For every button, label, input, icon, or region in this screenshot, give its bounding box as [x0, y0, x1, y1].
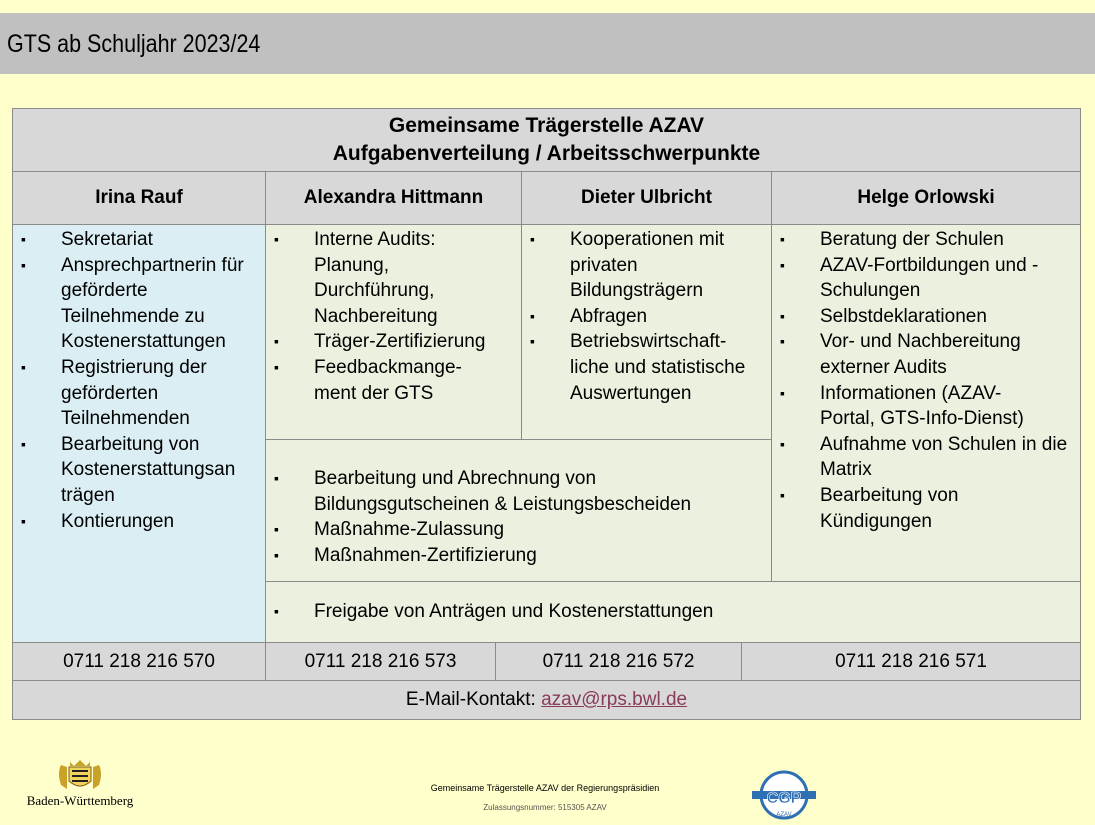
email-label: E-Mail-Kontakt: [405, 689, 542, 710]
tasks-irina-cell [12, 224, 266, 643]
email-link[interactable]: azav@rps.bwl.de [541, 689, 688, 710]
list-item: ▪ Bearbeitung und Abrechnung von Bildungsgutscheinen & Leistungsbescheiden [266, 466, 771, 517]
list-item: ▪ Registrierung der geförderten Teilnehmenden [13, 355, 265, 432]
tasks-shared-list [266, 466, 771, 568]
table-heading-line2: Aufgabenverteilung / Arbeitsschwerpunkte [332, 142, 761, 165]
svg-text:CGP: CGP [766, 790, 802, 807]
list-item: ▪ Bearbeitung von Kündigungen [772, 483, 1068, 534]
person-header-alexandra: Alexandra Hittmann [265, 171, 522, 225]
azav-certificate-logo [752, 770, 816, 825]
list-item: ▪ Informationen (AZAV-Portal, GTS-Info-Dienst) [772, 381, 1068, 432]
person-header-helge: Helge Orlowski [771, 171, 1081, 225]
list-item: ▪ Maßnahme-Zulassung [266, 517, 771, 543]
list-item: ▪ Freigabe von Anträgen und Kostenerstattungen [266, 599, 713, 625]
baden-wuerttemberg-logo [15, 757, 145, 817]
list-item: ▪ Träger-Zertifizierung [266, 329, 511, 355]
list-item: ▪ Feedbackmange- ment der GTS [266, 355, 511, 406]
list-item: ▪ Selbstdeklarationen [772, 304, 1068, 330]
certificate-seal-icon [752, 770, 816, 820]
list-item: ▪ Kontierungen [13, 509, 265, 535]
list-item: ▪ Betriebswirtschaft- liche und statistische Auswertungen [522, 329, 771, 406]
list-item: ▪ Sekretariat [13, 227, 265, 253]
azav-logo-text: AZAV [776, 812, 792, 818]
person-header-irina: Irina Rauf [12, 171, 266, 225]
list-item: ▪ Maßnahmen-Zertifizierung [266, 543, 771, 569]
list-item: ▪ Abfragen [522, 304, 771, 330]
footer-registration: Zulassungsnummer: 515305 AZAV [483, 803, 607, 812]
list-item: ▪ Bearbeitung von Kostenerstattungsan trägen [13, 432, 265, 509]
tasks-shared-cell [265, 439, 772, 582]
tasks-all-cell [265, 581, 1081, 643]
list-item: ▪ Vor- und Nachbereitung externer Audits [772, 329, 1068, 380]
tasks-dieter-list [522, 227, 771, 406]
tasks-dieter-cell [521, 224, 772, 440]
table-heading [12, 108, 1081, 172]
list-item: ▪ Aufnahme von Schulen in die Matrix [772, 432, 1068, 483]
phone-irina: 0711 218 216 570 [12, 642, 266, 681]
tasks-alexandra-list [266, 227, 521, 406]
list-item: ▪ AZAV-Fortbildungen und - Schulungen [772, 253, 1068, 304]
tasks-helge-list [772, 227, 1080, 534]
tasks-alexandra-cell [265, 224, 522, 440]
coat-of-arms-icon [15, 757, 145, 793]
person-header-dieter: Dieter Ulbricht [521, 171, 772, 225]
list-item: ▪ Kooperationen mit privaten Bildungsträgern [522, 227, 771, 304]
tasks-irina-list [13, 227, 265, 534]
tasks-helge-cell [771, 224, 1081, 582]
phone-dieter: 0711 218 216 572 [495, 642, 742, 681]
bw-logo-text: Baden-Württemberg [26, 793, 134, 808]
list-item: ▪ Interne Audits: Planung, Durchführung, Nachbereitung [266, 227, 511, 329]
phone-helge: 0711 218 216 571 [741, 642, 1081, 681]
slide-title: GTS ab Schuljahr 2023/24 [7, 30, 261, 58]
footer-organization: Gemeinsame Trägerstelle AZAV der Regierungspräsidien [430, 783, 660, 793]
tasks-all-list [266, 599, 713, 625]
table-heading-line1: Gemeinsame Trägerstelle AZAV [388, 114, 705, 137]
phone-alexandra: 0711 218 216 573 [265, 642, 496, 681]
list-item: ▪ Ansprechpartnerin für geförderte Teilnehmende zu Kostenerstattungen [13, 253, 265, 355]
email-contact-row [12, 680, 1081, 720]
list-item: ▪ Beratung der Schulen [772, 227, 1068, 253]
